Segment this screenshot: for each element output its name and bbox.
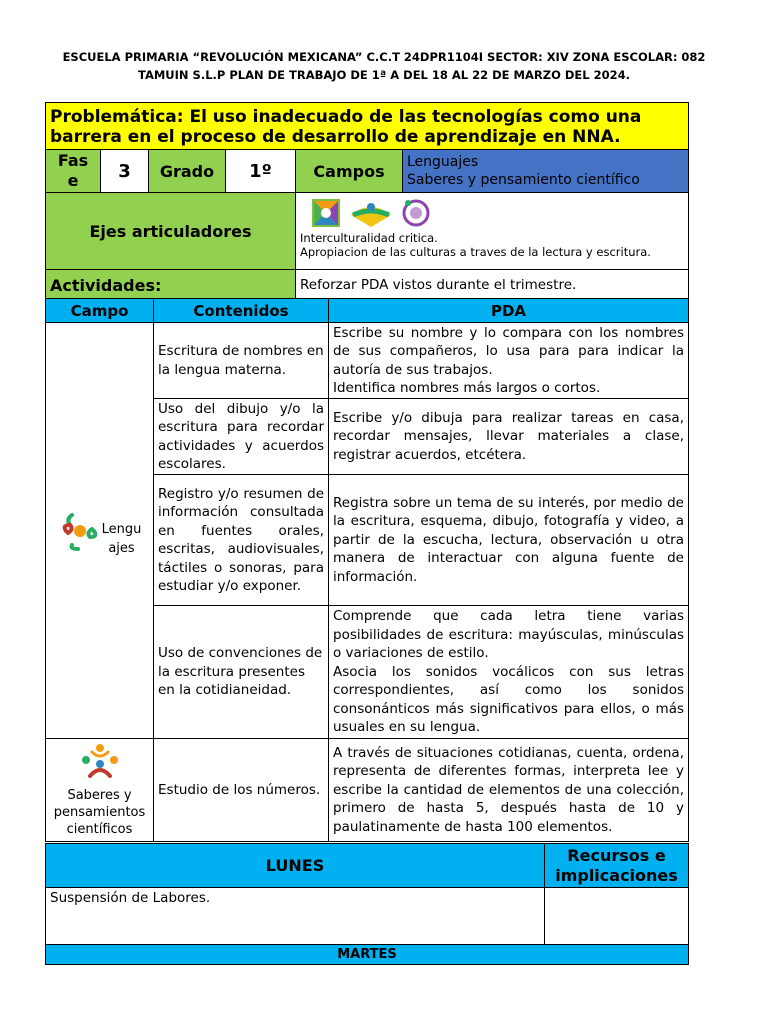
actividades-label: Actividades: (46, 270, 296, 301)
contenido-cell: Escritura de nombres en la lengua materna. (154, 323, 329, 399)
ejes-icons (300, 197, 684, 231)
ejes-label: Ejes articuladores (46, 193, 296, 270)
pda-cell: Escribe y/o dibuja para realizar tareas en casa, recordar mensajes, llevar materiales a clase, registrar acuerdos, etcétera. (329, 399, 689, 475)
ejes-content (296, 193, 689, 270)
recursos-header: Recursos e implicaciones (545, 844, 689, 888)
contenido-cell: Uso de convenciones de la escritura presentes en la cotidianeidad. (154, 606, 329, 739)
days-table (45, 843, 689, 965)
campos-list (403, 150, 689, 193)
pda-cell: A través de situaciones cotidianas, cuenta, ordena, representa de diferentes formas, interpreta lee y escribe la cantidad de elementos de una colección, primero de hasta 5, después hasta de 10 y paulatinamente de hasta 100 elementos. (329, 739, 689, 842)
campo-lenguajes-label-b: ajes (108, 540, 135, 556)
pda-cell: Comprende que cada letra tiene varias posibilidades de escritura: mayúsculas, minúsculas o variaciones de estilo. Asocia los sonidos vocálicos con sus letras correspondientes, así como los sonidos consonánticos más significativos para ellos, o más usuales en su lengua. (329, 606, 689, 739)
campos-label: Campos (296, 150, 403, 193)
table-row (46, 739, 689, 842)
eje-apropiacion: Apropiacion de las culturas a traves de la lectura y escritura. (300, 245, 651, 259)
lectura-escritura-icon (347, 197, 395, 229)
problematica: Problemática: El uso inadecuado de las tecnologías como una barrera en el proceso de desarrollo de aprendizaje en NNA. (46, 103, 689, 150)
contenido-cell: Uso del dibujo y/o la escritura para recordar actividades y acuerdos escolares. (154, 399, 329, 475)
saberes-icon (78, 742, 122, 782)
fase-label: Fas e (46, 150, 101, 193)
campo-lenguajes-label-a: Lengu (101, 522, 142, 537)
lunes-content: Suspensión de Labores. (46, 888, 545, 945)
campo-lenguajes-cell (46, 323, 154, 739)
grado-label: Grado (149, 150, 226, 193)
campo-lenguajes: Lenguajes (407, 154, 479, 170)
pensamiento-critico-icon (400, 197, 432, 229)
col-header-pda: PDA (329, 299, 689, 323)
lunes-recursos (545, 888, 689, 945)
contenido-cell: Registro y/o resumen de información consultada en fuentes orales, escritas, audiovisuales, táctiles o sonoras, para estudiar y/o exponer. (154, 475, 329, 606)
martes-header: MARTES (46, 945, 689, 965)
actividades-value: Reforzar PDA vistos durante el trimestre. (296, 270, 689, 301)
info-table (45, 102, 689, 301)
campo-saberes-cell (46, 739, 154, 842)
pda-cell: Escribe su nombre y lo compara con los nombres de sus compañeros, lo usa para para indicar la autoría de sus trabajos. Identifica nombres más largos o cortos. (329, 323, 689, 399)
contenidos-table (45, 298, 689, 842)
interculturalidad-icon (310, 197, 342, 229)
lunes-header: LUNES (46, 844, 545, 888)
lenguajes-icon (58, 509, 102, 553)
eje-interculturalidad: Interculturalidad critica. (300, 231, 438, 245)
campo-saberes: Saberes y pensamiento científico (407, 172, 640, 188)
header-line-1: ESCUELA PRIMARIA “REVOLUCIÓN MEXICANA” C.C.T 24DPR1104I SECTOR: XIV ZONA ESCOLAR: 082 (62, 50, 706, 64)
col-header-campo: Campo (46, 299, 154, 323)
header-line-2: TAMUIN S.L.P PLAN DE TRABAJO DE 1ª A DEL 18 AL 22 DE MARZO DEL 2024. (138, 68, 630, 82)
table-row (46, 323, 689, 399)
contenido-cell: Estudio de los números. (154, 739, 329, 842)
grado-value: 1º (226, 150, 296, 193)
col-header-contenidos: Contenidos (154, 299, 329, 323)
campo-saberes-label: Saberes y pensamientos científicos (53, 788, 146, 837)
fase-value: 3 (101, 150, 149, 193)
pda-cell: Registra sobre un tema de su interés, por medio de la escritura, esquema, dibujo, fotografía y video, a partir de la escucha, lectura, observación u otra manera de interactuar con alguna fuente de información. (329, 475, 689, 606)
